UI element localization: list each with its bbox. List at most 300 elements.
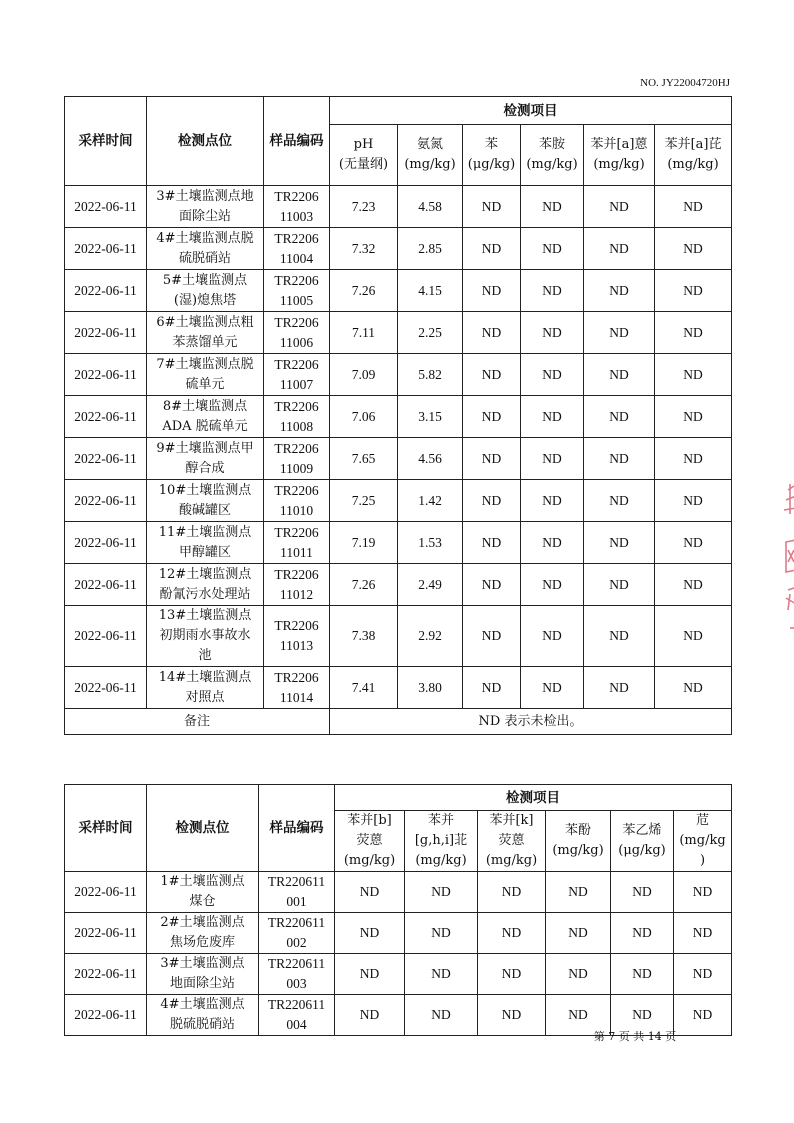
sampling-date bbox=[65, 312, 147, 354]
result-value-line: 5.82 bbox=[418, 366, 442, 382]
sampling-date-line: 2022-06-11 bbox=[74, 450, 137, 466]
red-seal-stamp bbox=[774, 470, 794, 640]
result-value bbox=[584, 480, 655, 522]
sample-code-line: 004 bbox=[286, 1017, 307, 1032]
test-item-header-line: (mg/kg) bbox=[552, 843, 604, 858]
test-item-header-line: (mg/kg) bbox=[593, 157, 645, 172]
sampling-point bbox=[147, 564, 264, 606]
result-value-line: ND bbox=[683, 366, 703, 382]
sampling-date-line: 2022-06-11 bbox=[74, 492, 137, 508]
test-item-header-line: 苊 bbox=[696, 813, 710, 828]
result-value bbox=[521, 270, 584, 312]
result-value bbox=[405, 913, 478, 954]
result-value bbox=[398, 606, 463, 667]
sample-code bbox=[259, 872, 335, 913]
result-value bbox=[674, 954, 732, 995]
result-value-line: ND bbox=[632, 966, 652, 981]
result-value-line: 3.80 bbox=[418, 679, 442, 695]
test-item-header bbox=[398, 125, 463, 186]
sampling-date bbox=[65, 396, 147, 438]
result-value bbox=[546, 913, 611, 954]
result-value bbox=[398, 312, 463, 354]
test-item-header-line: pH bbox=[353, 137, 374, 152]
result-value bbox=[655, 667, 732, 709]
result-value bbox=[330, 606, 398, 667]
sample-code bbox=[264, 270, 330, 312]
result-value-line: ND bbox=[568, 884, 588, 899]
test-item-header bbox=[335, 811, 405, 872]
result-value bbox=[521, 186, 584, 228]
sampling-date-line: 2022-06-11 bbox=[74, 408, 137, 424]
result-value-line: ND bbox=[683, 679, 703, 695]
sample-code bbox=[264, 354, 330, 396]
result-value bbox=[463, 270, 521, 312]
sampling-point-line: ADA 脱硫单元 bbox=[162, 418, 248, 434]
result-value bbox=[330, 667, 398, 709]
result-value bbox=[674, 913, 732, 954]
result-value bbox=[655, 438, 732, 480]
table-row bbox=[65, 438, 732, 480]
sample-code-line: TR2206 bbox=[274, 524, 319, 540]
result-value-line: ND bbox=[359, 925, 380, 940]
sample-code bbox=[264, 186, 330, 228]
sampling-date-line: 2022-06-11 bbox=[74, 240, 137, 256]
sampling-date bbox=[65, 913, 147, 954]
sample-code-line: TR2206 bbox=[274, 230, 319, 246]
sampling-date-line: 2022-06-11 bbox=[74, 884, 137, 899]
result-value bbox=[398, 438, 463, 480]
sample-code bbox=[264, 667, 330, 709]
sample-code bbox=[264, 522, 330, 564]
table-row bbox=[65, 480, 732, 522]
result-value bbox=[463, 564, 521, 606]
table-row bbox=[65, 228, 732, 270]
test-item-header bbox=[611, 811, 674, 872]
result-value-line: ND bbox=[609, 450, 629, 466]
sampling-point-line: (湿)熄焦塔 bbox=[173, 292, 237, 308]
sampling-point-line: 4#土壤监测点 bbox=[160, 997, 245, 1012]
result-value-line: ND bbox=[542, 534, 562, 550]
result-value-line: ND bbox=[481, 198, 502, 214]
sample-code-line: 11014 bbox=[279, 689, 314, 705]
result-value-line: ND bbox=[609, 198, 629, 214]
header-sample-code: 样品编码 bbox=[259, 785, 335, 872]
sampling-point-line: 酚氰污水处理站 bbox=[159, 586, 251, 602]
sample-code-line: 002 bbox=[286, 935, 307, 950]
result-value bbox=[655, 186, 732, 228]
result-value bbox=[335, 872, 405, 913]
test-item-header-line: ) bbox=[699, 853, 706, 868]
sampling-point-line: 酸碱罐区 bbox=[178, 502, 231, 518]
result-value bbox=[463, 186, 521, 228]
test-item-header-line: 苯 bbox=[484, 137, 498, 152]
sampling-date-line: 2022-06-11 bbox=[74, 679, 137, 695]
result-value-line: 1.53 bbox=[418, 534, 442, 550]
sampling-point-line: 3#土壤监测点 bbox=[160, 956, 245, 971]
table-row bbox=[65, 396, 732, 438]
sample-code-line: TR2206 bbox=[274, 618, 319, 633]
result-value bbox=[335, 913, 405, 954]
sample-code-line: 11011 bbox=[280, 544, 313, 560]
sample-code bbox=[264, 312, 330, 354]
result-value bbox=[584, 564, 655, 606]
result-value bbox=[655, 606, 732, 667]
result-value bbox=[584, 438, 655, 480]
result-value-line: ND bbox=[692, 966, 713, 981]
sample-code-line: 11013 bbox=[279, 638, 314, 653]
result-value-line: 7.06 bbox=[351, 408, 376, 424]
sample-code-line: TR220611 bbox=[267, 874, 326, 889]
sample-code bbox=[264, 396, 330, 438]
sampling-date bbox=[65, 995, 147, 1036]
result-value bbox=[398, 522, 463, 564]
result-value-line: ND bbox=[359, 884, 380, 899]
result-value bbox=[335, 995, 405, 1036]
result-value-line: ND bbox=[481, 366, 502, 382]
test-item-header-line: (mg/kg) bbox=[526, 157, 578, 172]
sampling-point bbox=[147, 954, 259, 995]
test-item-header bbox=[330, 125, 398, 186]
result-value-line: ND bbox=[683, 240, 703, 256]
sample-code-line: 11010 bbox=[279, 502, 314, 518]
header-sampling-point: 检测点位 bbox=[147, 785, 259, 872]
test-item-header bbox=[405, 811, 478, 872]
sample-code-line: TR2206 bbox=[274, 272, 319, 288]
sample-code-line: 11008 bbox=[279, 418, 314, 434]
sampling-point-line: 10#土壤监测点 bbox=[158, 482, 252, 498]
result-value-line: 2.85 bbox=[418, 240, 442, 256]
sampling-date-line: 2022-06-11 bbox=[74, 1007, 137, 1022]
result-value bbox=[398, 270, 463, 312]
result-value-line: 7.19 bbox=[351, 534, 376, 550]
sample-code-line: TR2206 bbox=[274, 566, 319, 582]
test-item-header bbox=[655, 125, 732, 186]
seal-stroke-2 bbox=[786, 540, 794, 572]
sampling-date-line: 2022-06-11 bbox=[74, 925, 137, 940]
result-value bbox=[584, 606, 655, 667]
result-value-line: 7.09 bbox=[351, 366, 376, 382]
sampling-point bbox=[147, 667, 264, 709]
result-value bbox=[330, 522, 398, 564]
result-value-line: ND bbox=[359, 966, 380, 981]
result-value bbox=[330, 564, 398, 606]
result-value bbox=[521, 354, 584, 396]
sampling-point-line: 14#土壤监测点 bbox=[158, 669, 252, 685]
result-value bbox=[521, 438, 584, 480]
result-value bbox=[405, 954, 478, 995]
result-value-line: ND bbox=[692, 884, 713, 899]
sampling-date bbox=[65, 228, 147, 270]
remark-label: 备注 bbox=[65, 709, 330, 735]
result-value-line: ND bbox=[501, 884, 522, 899]
result-value-line: 7.25 bbox=[351, 492, 376, 508]
table-row bbox=[65, 667, 732, 709]
result-value bbox=[330, 354, 398, 396]
test-item-header-line: (mg/kg) bbox=[415, 853, 467, 868]
result-value bbox=[521, 312, 584, 354]
result-value-line: 4.15 bbox=[418, 282, 442, 298]
result-value bbox=[584, 396, 655, 438]
result-value bbox=[398, 354, 463, 396]
result-value-line: ND bbox=[431, 925, 451, 940]
result-value bbox=[584, 228, 655, 270]
result-value bbox=[546, 872, 611, 913]
result-value bbox=[463, 480, 521, 522]
result-value-line: ND bbox=[683, 628, 703, 643]
sampling-point-line: 脱硫脱硝站 bbox=[169, 1017, 235, 1032]
sampling-point bbox=[147, 228, 264, 270]
test-item-header bbox=[521, 125, 584, 186]
result-value-line: ND bbox=[481, 324, 502, 340]
result-value bbox=[655, 354, 732, 396]
sampling-date bbox=[65, 667, 147, 709]
result-value-line: ND bbox=[542, 679, 562, 695]
sampling-date-line: 2022-06-11 bbox=[74, 534, 137, 550]
result-value-line: ND bbox=[609, 679, 629, 695]
result-value-line: ND bbox=[431, 884, 451, 899]
sampling-point bbox=[147, 186, 264, 228]
sampling-point-line: 4#土壤监测点脱 bbox=[156, 230, 254, 246]
sample-code bbox=[264, 564, 330, 606]
result-value bbox=[463, 522, 521, 564]
result-value-line: 2.25 bbox=[418, 324, 442, 340]
table-row bbox=[65, 872, 732, 913]
sampling-point bbox=[147, 522, 264, 564]
result-value bbox=[584, 312, 655, 354]
result-value-line: ND bbox=[542, 492, 562, 508]
result-value-line: ND bbox=[542, 366, 562, 382]
result-value-line: ND bbox=[542, 576, 562, 592]
result-value bbox=[655, 312, 732, 354]
sampling-date bbox=[65, 954, 147, 995]
result-value-line: ND bbox=[609, 492, 629, 508]
table-row bbox=[65, 954, 732, 995]
result-value-line: ND bbox=[609, 282, 629, 298]
result-value-line: ND bbox=[481, 576, 502, 592]
table-row bbox=[65, 564, 732, 606]
test-item-header-line: (μg/kg) bbox=[618, 843, 666, 858]
result-value-line: 4.58 bbox=[418, 198, 442, 214]
result-value-line: ND bbox=[632, 884, 652, 899]
result-value-line: ND bbox=[542, 240, 562, 256]
test-item-header-line: (无量纲) bbox=[338, 157, 389, 172]
document-number: NO. JY22004720HJ bbox=[640, 77, 730, 89]
test-item-header-line: (mg/kg) bbox=[404, 157, 456, 172]
test-item-header-line: (mg/kg) bbox=[667, 157, 719, 172]
result-value bbox=[463, 396, 521, 438]
test-item-header-line: 苯并[k] bbox=[489, 813, 534, 828]
result-value bbox=[330, 186, 398, 228]
sample-code-line: 11009 bbox=[279, 460, 314, 476]
sampling-date bbox=[65, 186, 147, 228]
sampling-point-line: 8#土壤监测点 bbox=[162, 398, 248, 414]
test-item-header-line: 苯胺 bbox=[538, 137, 565, 152]
result-value bbox=[655, 396, 732, 438]
sampling-point-line: 甲醇罐区 bbox=[178, 544, 231, 560]
result-value-line: 7.41 bbox=[351, 679, 376, 695]
table-row bbox=[65, 270, 732, 312]
sample-code-line: TR2206 bbox=[274, 440, 319, 456]
sampling-point-line: 对照点 bbox=[185, 689, 225, 705]
result-value-line: 1.42 bbox=[418, 492, 442, 508]
test-item-header bbox=[584, 125, 655, 186]
test-item-header bbox=[674, 811, 732, 872]
seal-stroke-3 bbox=[786, 588, 794, 610]
result-value bbox=[546, 954, 611, 995]
sampling-date bbox=[65, 354, 147, 396]
result-value bbox=[330, 228, 398, 270]
test-item-header-line: 苯并[a]蒽 bbox=[590, 137, 648, 152]
test-item-header-line: [g,h,i]苝 bbox=[414, 833, 468, 848]
result-value bbox=[655, 228, 732, 270]
test-item-header-line: (mg/kg) bbox=[485, 853, 538, 868]
result-value-line: ND bbox=[481, 240, 502, 256]
result-value-line: ND bbox=[683, 198, 703, 214]
header-test-items: 检测项目 bbox=[335, 785, 732, 811]
test-item-header-line: 苯并 bbox=[427, 813, 454, 828]
sampling-point bbox=[147, 913, 259, 954]
sampling-point-line: 初期雨水事故水 bbox=[159, 628, 251, 643]
sampling-date-line: 2022-06-11 bbox=[74, 324, 137, 340]
result-value bbox=[335, 954, 405, 995]
sampling-date bbox=[65, 438, 147, 480]
sampling-point-line: 硫脱硝站 bbox=[178, 250, 231, 266]
sampling-point-line: 池 bbox=[198, 648, 212, 663]
test-item-header bbox=[546, 811, 611, 872]
result-value-line: 7.26 bbox=[351, 576, 376, 592]
sample-code-line: TR2206 bbox=[274, 669, 319, 685]
result-value bbox=[584, 667, 655, 709]
result-value-line: ND bbox=[632, 925, 652, 940]
test-item-header-line: 苯并[b] bbox=[347, 813, 392, 828]
sampling-point-line: 醇合成 bbox=[185, 460, 225, 476]
result-value bbox=[463, 228, 521, 270]
test-item-header-line: 氨氮 bbox=[416, 137, 443, 152]
sampling-point-line: 2#土壤监测点 bbox=[160, 915, 245, 930]
sampling-point bbox=[147, 438, 264, 480]
result-value-line: ND bbox=[481, 628, 502, 643]
result-value bbox=[478, 872, 546, 913]
test-item-header-line: 苯乙烯 bbox=[622, 823, 662, 838]
result-value bbox=[398, 396, 463, 438]
sampling-point bbox=[147, 872, 259, 913]
result-value-line: 7.32 bbox=[351, 240, 376, 256]
result-value bbox=[521, 396, 584, 438]
sampling-date bbox=[65, 872, 147, 913]
sample-code-line: 11005 bbox=[279, 292, 314, 308]
sampling-point-line: 苯蒸馏单元 bbox=[172, 334, 238, 350]
result-value-line: ND bbox=[542, 408, 562, 424]
sampling-date bbox=[65, 564, 147, 606]
result-value bbox=[584, 522, 655, 564]
result-value-line: ND bbox=[609, 628, 629, 643]
result-value-line: ND bbox=[568, 1007, 588, 1022]
result-value-line: ND bbox=[568, 925, 588, 940]
header-sample-code: 样品编码 bbox=[264, 97, 330, 186]
result-value bbox=[398, 228, 463, 270]
result-value bbox=[584, 186, 655, 228]
result-value-line: ND bbox=[692, 1007, 713, 1022]
result-value-line: 3.15 bbox=[418, 408, 442, 424]
result-value bbox=[330, 480, 398, 522]
test-item-header-line: (mg/kg) bbox=[343, 853, 396, 868]
header-test-items: 检测项目 bbox=[330, 97, 732, 125]
sampling-point bbox=[147, 354, 264, 396]
test-item-header bbox=[478, 811, 546, 872]
results-table-1 bbox=[64, 96, 732, 735]
sample-code bbox=[259, 913, 335, 954]
result-value-line: ND bbox=[683, 324, 703, 340]
result-value-line: ND bbox=[542, 450, 562, 466]
table-row bbox=[65, 606, 732, 667]
result-value bbox=[463, 667, 521, 709]
result-value bbox=[405, 872, 478, 913]
sampling-point-line: 1#土壤监测点 bbox=[160, 874, 245, 889]
sample-code-line: TR2206 bbox=[274, 482, 319, 498]
result-value-line: 7.26 bbox=[351, 282, 376, 298]
sampling-point bbox=[147, 995, 259, 1036]
sample-code-line: TR2206 bbox=[274, 314, 319, 330]
result-value-line: ND bbox=[542, 324, 562, 340]
result-value bbox=[463, 606, 521, 667]
result-value bbox=[655, 522, 732, 564]
result-value-line: ND bbox=[609, 534, 629, 550]
result-value-line: ND bbox=[609, 408, 629, 424]
sample-code-line: TR2206 bbox=[274, 356, 319, 372]
test-item-header-line: (mg/kg bbox=[679, 833, 726, 848]
result-value bbox=[674, 872, 732, 913]
sampling-date-line: 2022-06-11 bbox=[74, 966, 137, 981]
result-value-line: 2.49 bbox=[418, 576, 442, 592]
sample-code-line: 11006 bbox=[279, 334, 314, 350]
result-value bbox=[330, 270, 398, 312]
test-item-header-line: 苯并[a]芘 bbox=[664, 137, 722, 152]
result-value-line: ND bbox=[481, 492, 502, 508]
result-value-line: ND bbox=[609, 240, 629, 256]
result-value bbox=[655, 564, 732, 606]
result-value-line: ND bbox=[609, 576, 629, 592]
result-value bbox=[463, 312, 521, 354]
result-value-line: ND bbox=[568, 966, 588, 981]
result-value-line: ND bbox=[431, 966, 451, 981]
result-value-line: ND bbox=[501, 1007, 522, 1022]
sampling-date-line: 2022-06-11 bbox=[74, 628, 137, 643]
result-value bbox=[521, 522, 584, 564]
result-value bbox=[611, 872, 674, 913]
sampling-point bbox=[147, 270, 264, 312]
sampling-point-line: 9#土壤监测点甲 bbox=[156, 440, 254, 456]
result-value-line: ND bbox=[683, 408, 703, 424]
sampling-point bbox=[147, 480, 264, 522]
result-value bbox=[478, 995, 546, 1036]
result-value-line: ND bbox=[431, 1007, 451, 1022]
table-row bbox=[65, 913, 732, 954]
result-value bbox=[655, 480, 732, 522]
sampling-point-line: 焦场危废库 bbox=[169, 935, 235, 950]
table-row bbox=[65, 522, 732, 564]
result-value-line: 7.23 bbox=[351, 198, 376, 214]
result-value bbox=[398, 480, 463, 522]
result-value-line: ND bbox=[683, 282, 703, 298]
sample-code-line: 001 bbox=[286, 894, 307, 909]
sampling-date bbox=[65, 606, 147, 667]
result-value-line: ND bbox=[481, 534, 502, 550]
results-table-2 bbox=[64, 784, 732, 1036]
sampling-point-line: 5#土壤监测点 bbox=[162, 272, 248, 288]
sample-code-line: 11007 bbox=[279, 376, 314, 392]
result-value bbox=[330, 312, 398, 354]
result-value-line: ND bbox=[501, 925, 522, 940]
